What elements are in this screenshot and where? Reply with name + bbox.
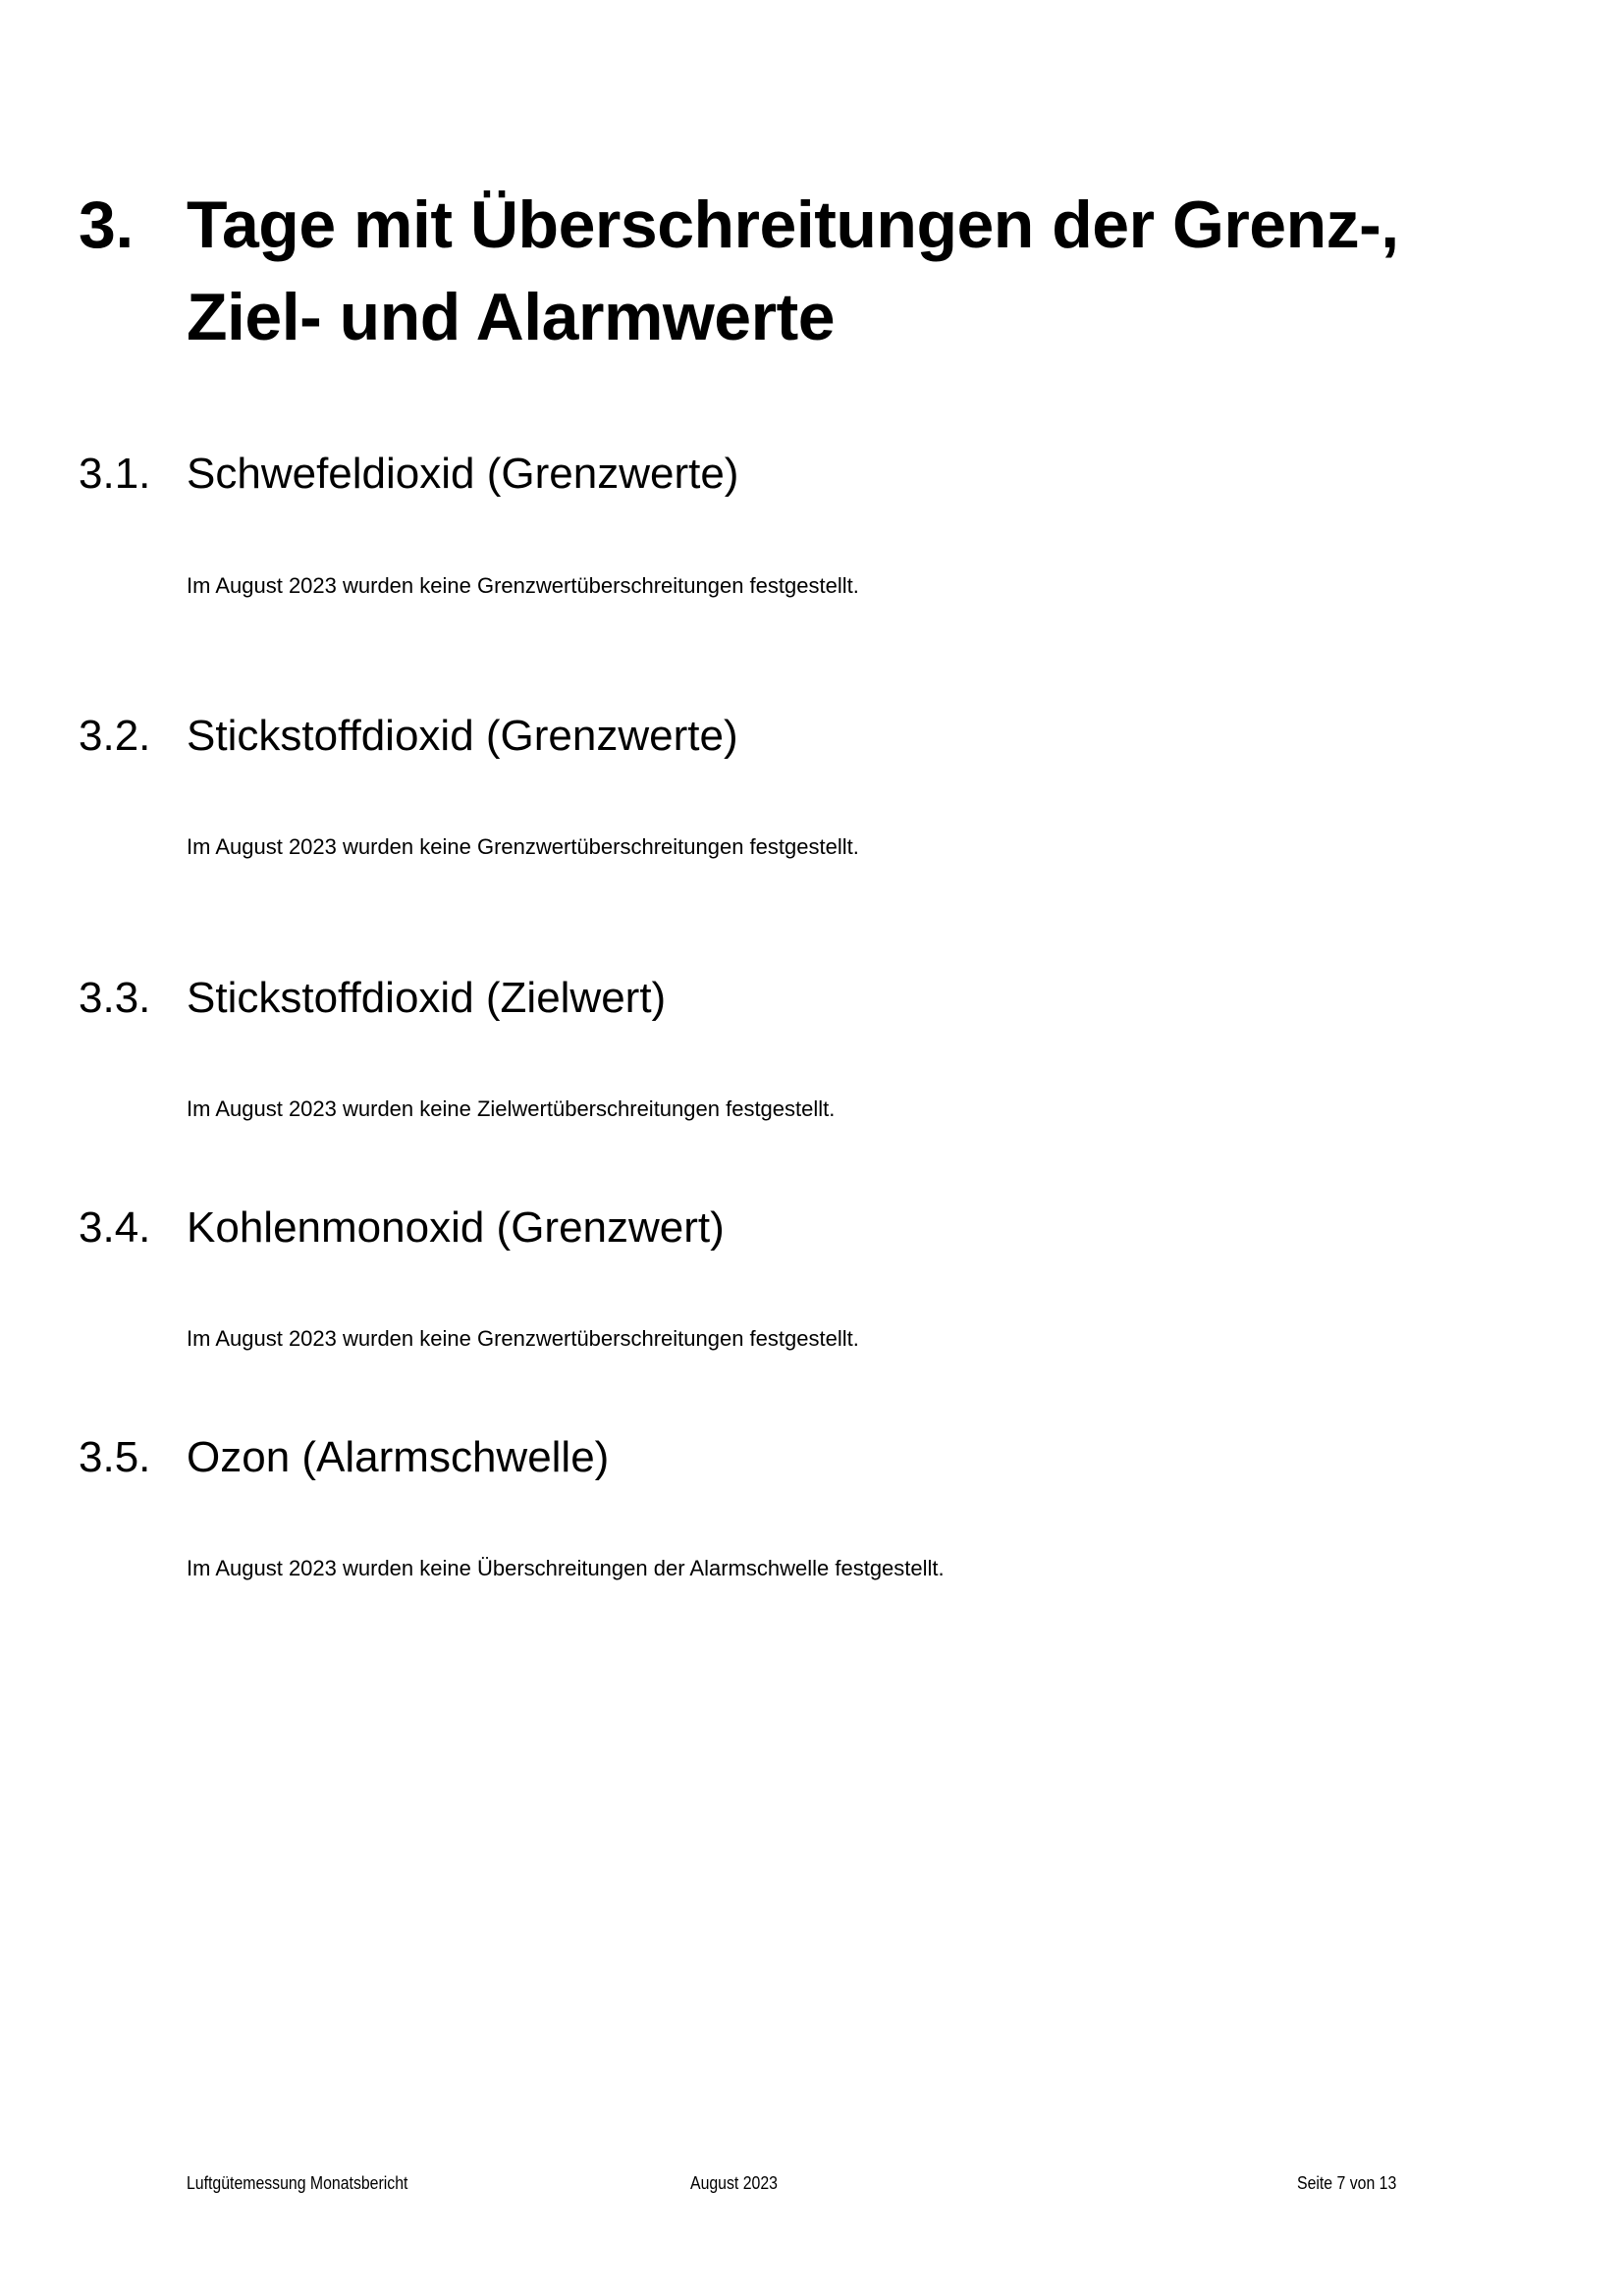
section-number: 3.3.	[79, 974, 151, 1022]
chapter-title-line-1: Tage mit Überschreitungen der Grenz-,	[187, 187, 1399, 262]
section-text: Im August 2023 wurden keine Zielwertüberschreitungen festgestellt.	[187, 1096, 836, 1121]
section-text: Im August 2023 wurden keine Überschreitungen der Alarmschwelle festgestellt.	[187, 1556, 945, 1580]
section-title: Stickstoffdioxid (Zielwert)	[187, 974, 667, 1022]
section-3-2	[79, 707, 1453, 859]
section-heading	[79, 1199, 1453, 1257]
section-heading	[79, 707, 1453, 766]
section-number: 3.5.	[79, 1433, 151, 1481]
section-title: Schwefeldioxid (Grenzwerte)	[187, 450, 739, 498]
footer-report-title: Luftgütemessung Monatsbericht	[187, 2173, 408, 2193]
section-text: Im August 2023 wurden keine Grenzwertüberschreitungen festgestellt.	[187, 834, 859, 859]
section-title: Stickstoffdioxid (Grenzwerte)	[187, 712, 738, 760]
chapter-title	[187, 179, 1542, 363]
section-text: Im August 2023 wurden keine Grenzwertüberschreitungen festgestellt.	[187, 1326, 859, 1351]
section-text: Im August 2023 wurden keine Grenzwertüberschreitungen festgestellt.	[187, 573, 859, 598]
section-number: 3.4.	[79, 1203, 151, 1252]
section-3-3	[79, 969, 1453, 1121]
section-number: 3.1.	[79, 450, 151, 498]
chapter-number: 3.	[79, 187, 134, 262]
section-heading	[79, 1428, 1453, 1487]
section-heading	[79, 969, 1453, 1028]
section-heading	[79, 445, 1453, 504]
section-3-4	[79, 1199, 1453, 1351]
section-number: 3.2.	[79, 712, 151, 760]
chapter-title-line-2: Ziel- und Alarmwerte	[187, 280, 836, 354]
section-title: Ozon (Alarmschwelle)	[187, 1433, 610, 1481]
footer-date: August 2023	[690, 2173, 778, 2193]
section-3-1	[79, 445, 1453, 598]
section-title: Kohlenmonoxid (Grenzwert)	[187, 1203, 725, 1252]
section-3-5	[79, 1428, 1453, 1580]
footer-page-number: Seite 7 von 13	[1297, 2173, 1397, 2193]
